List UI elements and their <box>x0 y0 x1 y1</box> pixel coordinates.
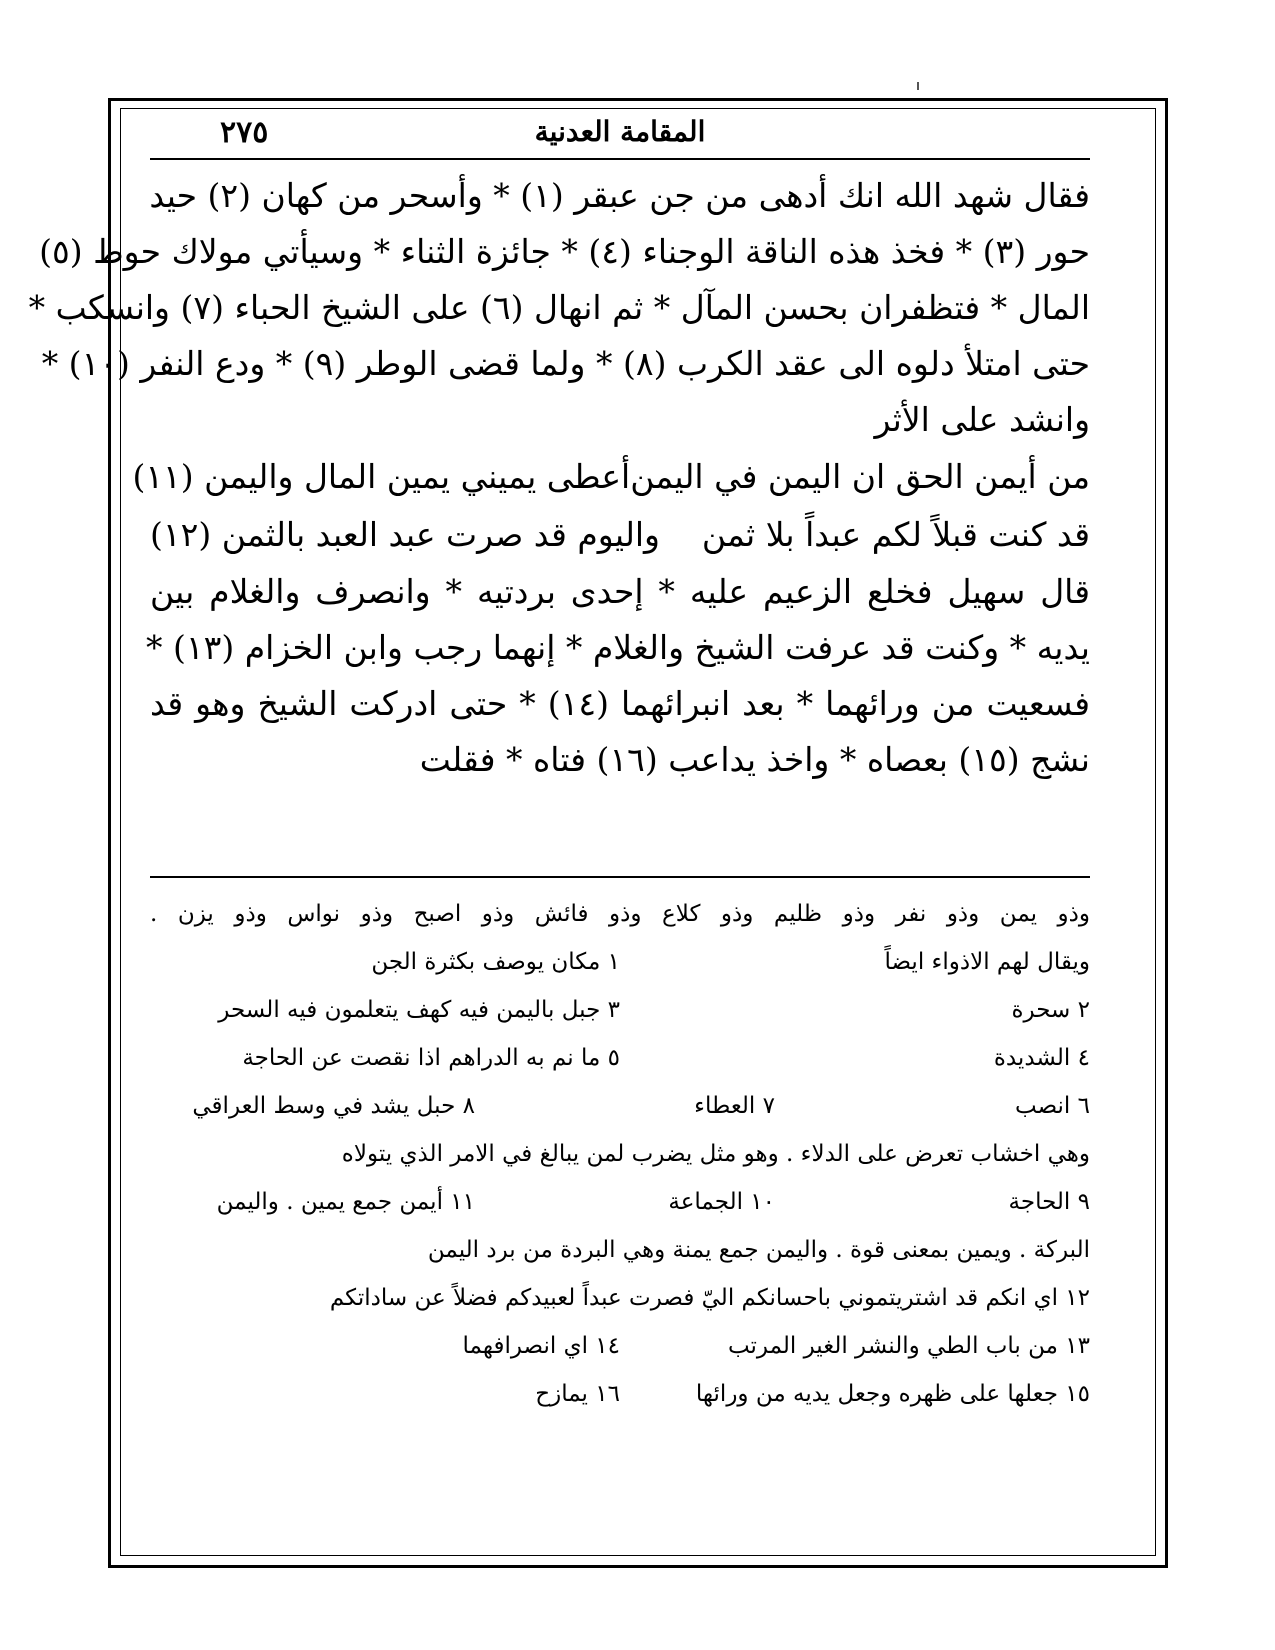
text-line: قال سهيل فخلع الزعيم عليه * إحدى بردتيه * وانصرف والغلام بين <box>150 572 1090 611</box>
footnote-row <box>150 1370 1090 1418</box>
footnote-rule <box>150 876 1090 878</box>
header-rule <box>150 158 1090 160</box>
footnote-text: ٤ الشديدة <box>993 1045 1090 1071</box>
footnote-text: ١٦ يمازح <box>535 1381 620 1407</box>
verse-line <box>132 448 1090 506</box>
footnote-line: البركة . ويمين بمعنى قوة . واليمن جمع يمنة وهي البردة من برد اليمن <box>427 1237 1090 1263</box>
main-text-block <box>28 168 1090 788</box>
footnote-text: ١٤ اي انصرافهما <box>462 1333 620 1359</box>
footnote-text: ٥ ما نم به الدراهم اذا نقصت عن الحاجة <box>242 1045 620 1071</box>
footnotes-block <box>150 890 1090 1418</box>
verse-hemistich-second: واليوم قد صرت عبد العبد بالثمن (١٢) <box>150 515 660 554</box>
text-line: يديه * وكنت قد عرفت الشيخ والغلام * إنهما رجب وابن الخزام (١٣) * <box>146 628 1090 667</box>
verse-hemistich-first: من أيمن الحق ان اليمن في اليمن <box>630 457 1090 496</box>
footnote-row <box>150 1178 1090 1226</box>
footnote-line: ١٢ اي انكم قد اشتريتموني باحسانكم اليّ فصرت عبداً لعبيدكم فضلاً عن ساداتكم <box>329 1285 1090 1311</box>
footnote-row <box>150 1034 1090 1082</box>
footnote-line: وذو يمن وذو نفر وذو ظليم وذو كلاع وذو فائش وذو اصبح وذو نواس وذو يزن . <box>150 901 1090 927</box>
verse-hemistich-first: قد كنت قبلاً لكم عبداً بلا ثمن <box>701 515 1090 554</box>
footnote-text: ٢ سحرة <box>1011 997 1090 1023</box>
footnote-row <box>150 1082 1090 1130</box>
footnote-text: ١٣ من باب الطي والنشر الغير المرتب <box>727 1333 1090 1359</box>
footnote-text: ١٠ الجماعة <box>668 1189 775 1215</box>
page-number: ٢٧٥ <box>220 115 269 150</box>
footnote-row <box>150 1322 1090 1370</box>
page-header <box>150 115 1090 161</box>
scan-speck <box>917 82 919 90</box>
running-title: المقامة العدنية <box>534 115 706 148</box>
text-line: المال * فتظفران بحسن المآل * ثم انهال (٦) على الشيخ الحباء (٧) وانسكب * <box>28 288 1090 327</box>
footnote-text: ٩ الحاجة <box>1008 1189 1090 1215</box>
footnote-row <box>150 986 1090 1034</box>
footnote-text: ١٥ جعلها على ظهره وجعل يديه من ورائها <box>695 1381 1090 1407</box>
text-line: فسعيت من ورائهما * بعد انبرائهما (١٤) * حتى ادركت الشيخ وهو قد <box>150 684 1090 723</box>
footnote-row <box>150 938 1090 986</box>
footnote-text: ويقال لهم الاذواء ايضاً <box>884 949 1090 975</box>
footnote-line: وهي اخشاب تعرض على الدلاء . وهو مثل يضرب لمن يبالغ في الامر الذي يتولاه <box>341 1141 1090 1167</box>
footnote-text: ٧ العطاء <box>694 1093 775 1119</box>
text-line: حتى امتلأ دلوه الى عقد الكرب (٨) * ولما قضى الوطر (٩) * ودع النفر (١٠) * <box>41 344 1090 383</box>
footnote-text: ٨ حبل يشد في وسط العراقي <box>192 1093 475 1119</box>
text-line: حور (٣) * فخذ هذه الناقة الوجناء (٤) * جائزة الثناء * وسيأتي مولاك حوط (٥) <box>39 232 1090 271</box>
text-line: فقال شهد الله انك أدهى من جن عبقر (١) * وأسحر من كهان (٢) حيد <box>149 176 1090 215</box>
footnote-text: ٣ جبل باليمن فيه كهف يتعلمون فيه السحر <box>218 997 620 1023</box>
text-line: وانشد على الأثر <box>874 400 1090 439</box>
verse-line <box>150 506 1090 564</box>
footnote-text: ٦ انصب <box>1015 1093 1090 1119</box>
verse-hemistich-second: أعطى يميني يمين المال واليمن (١١) <box>132 457 631 496</box>
text-line: نشج (١٥) بعصاه * واخذ يداعب (١٦) فتاه * فقلت <box>419 740 1090 779</box>
footnote-text: ١١ أيمن جمع يمين . واليمن <box>216 1189 475 1215</box>
footnote-text: ١ مكان يوصف بكثرة الجن <box>371 949 620 975</box>
